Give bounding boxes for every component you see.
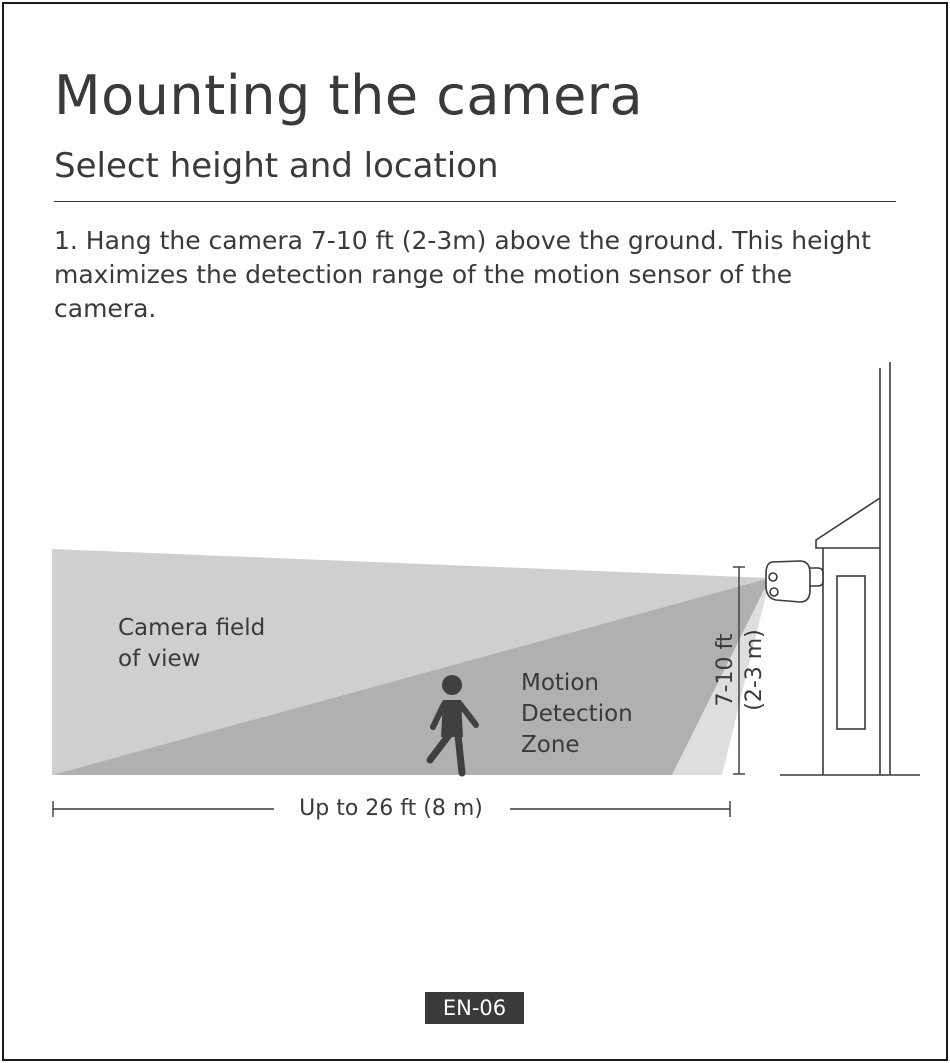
field-of-view-label-line1: Camera field	[118, 615, 266, 641]
distance-label: Up to 26 ft (8 m)	[299, 796, 483, 821]
motion-zone-label-line1: Motion	[521, 670, 599, 696]
page-number-badge: EN-06	[425, 992, 524, 1024]
instruction-paragraph: 1. Hang the camera 7-10 ft (2-3m) above the ground. This height maximizes the detection range of the motion sensor of the camera.	[54, 226, 871, 323]
field-of-view-label-line2: of view	[118, 646, 201, 672]
camera-icon	[766, 561, 823, 602]
height-label-m: (2-3 m)	[742, 629, 767, 711]
motion-zone-label-line2: Detection	[521, 701, 633, 727]
page-subtitle: Select height and location	[54, 146, 499, 186]
motion-zone-label-line3: Zone	[521, 732, 580, 758]
page-title: Mounting the camera	[54, 64, 644, 127]
height-label-ft: 7-10 ft	[713, 633, 738, 707]
